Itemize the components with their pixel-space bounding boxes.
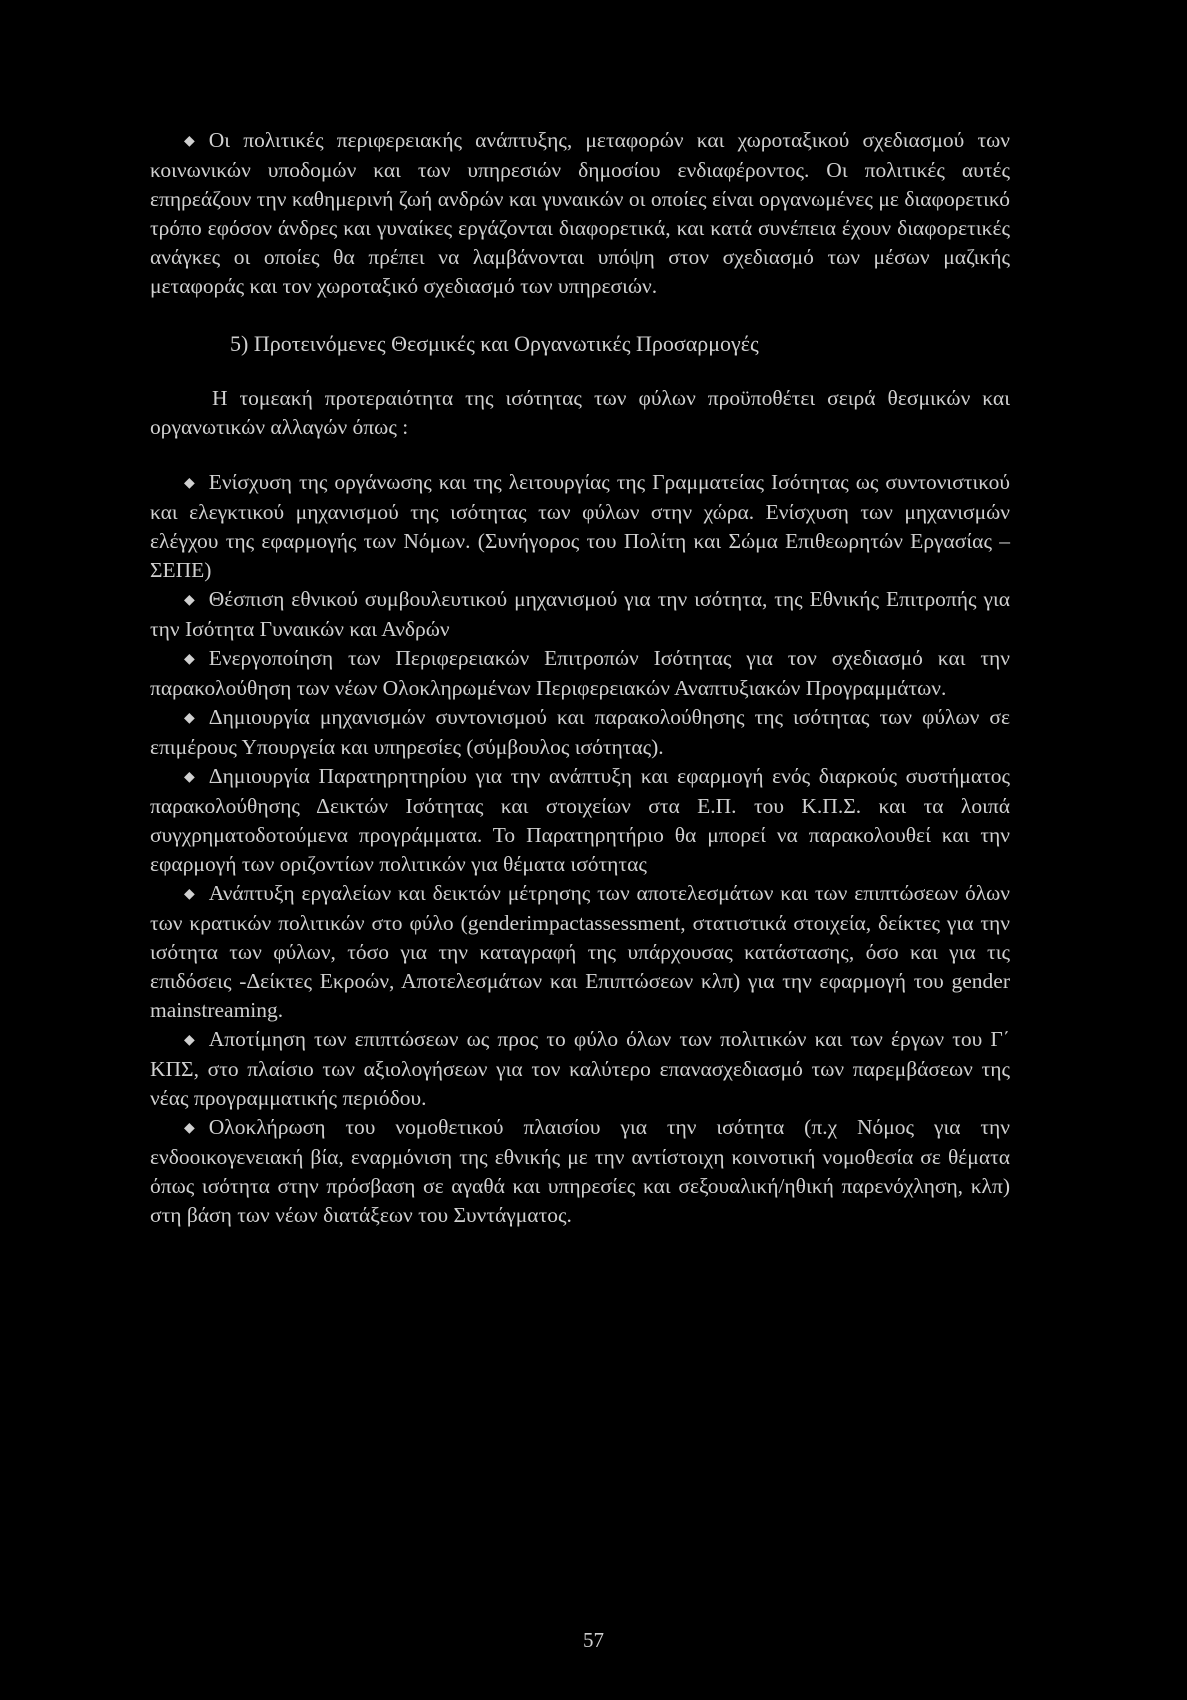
- list-item-text: Ανάπτυξη εργαλείων και δεικτών μέτρησης των αποτελεσμάτων και των επιπτώσεων όλων των κρατικών πολιτικών στο φύλο (genderimpactassessment, στατιστικά στοιχεία, δείκτες για την ισότητα των φύλων, τόσο για την καταγραφή της υπάρχουσας κατάστασης, όσο και για τις επιδόσεις -Δείκτες Εκροών, Αποτελεσμάτων και Επιπτώσεων κλπ) για την εφαρμογή του gender mainstreaming.: [150, 881, 1010, 1022]
- list-item-text: Ολοκλήρωση του νομοθετικού πλαισίου για την ισότητα (π.χ Νόμος για την ενδοοικογενειακή βία, εναρμόνιση της εθνικής με την αντίστοιχη κοινοτική νομοθεσία σε θέματα όπως ισότητα στην πρόσβαση σε αγαθά και υπηρεσίες και σεξουαλική/ηθική παρενόχληση, κλπ) στη βάση των νέων διατάξεων του Συντάγματος.: [150, 1115, 1010, 1227]
- diamond-bullet-icon: ◆: [184, 770, 195, 785]
- list-item: [150, 1025, 1010, 1113]
- diamond-bullet-icon: ◆: [184, 652, 195, 667]
- list-item: [150, 703, 1010, 762]
- list-item-text: Αποτίμηση των επιπτώσεων ως προς το φύλο όλων των πολιτικών και των έργων του Γ΄ ΚΠΣ, στο πλαίσιο των αξιολογήσεων για τον καλύτερο επανασχεδιασμό των παρεμβάσεων της νέας προγραμματικής περιόδου.: [150, 1027, 1010, 1110]
- diamond-bullet-icon: ◆: [184, 134, 195, 149]
- intro-paragraph: Η τομεακή προτεραιότητα της ισότητας των φύλων προϋποθέτει σειρά θεσμικών και οργανωτικών αλλαγών όπως :: [150, 386, 1010, 439]
- list-item-text: Δημιουργία μηχανισμών συντονισμού και παρακολούθησης της ισότητας των φύλων σε επιμέρους Υπουργεία και υπηρεσίες (σύμβουλος ισότητας).: [150, 705, 1010, 759]
- list-item: [150, 644, 1010, 703]
- list-item-text: Δημιουργία Παρατηρητηρίου για την ανάπτυξη και εφαρμογή ενός διαρκούς συστήματος παρακολούθησης Δεικτών Ισότητας και στοιχείων στα Ε.Π. του Κ.Π.Σ. και τα λοιπά συγχρηματοδοτούμενα προγράμματα. Το Παρατηρητήριο θα μπορεί να παρακολουθεί και την εφαρμογή των οριζοντίων πολιτικών για θέματα ισότητας: [150, 764, 1010, 876]
- diamond-bullet-icon: ◆: [184, 593, 195, 608]
- paragraph-text: Οι πολιτικές περιφερειακής ανάπτυξης, μεταφορών και χωροταξικού σχεδιασμού των κοινωνικών υποδομών και των υπηρεσιών δημοσίου ενδιαφέροντος. Οι πολιτικές αυτές επηρεάζουν την καθημερινή ζωή ανδρών και γυναικών οι οποίες είναι οργανωμένες με διαφορετικό τρόπο εφόσον άνδρες και γυναίκες εργάζονται διαφορετικά, και κατά συνέπεια έχουν διαφορετικές ανάγκες οι οποίες θα πρέπει να λαμβάνονται υπόψη στον σχεδιασμό των μέσων μαζικής μεταφοράς και τον χωροταξικό σχεδιασμό των υπηρεσιών.: [150, 128, 1010, 298]
- diamond-bullet-icon: ◆: [184, 1033, 195, 1048]
- paragraph-regional-policies: [150, 126, 1010, 301]
- section-heading: 5) Προτεινόμενες Θεσμικές και Οργανωτικές Προσαρμογές: [230, 331, 759, 356]
- diamond-bullet-icon: ◆: [184, 711, 195, 726]
- diamond-bullet-icon: ◆: [184, 476, 195, 491]
- diamond-bullet-icon: ◆: [184, 887, 195, 902]
- list-item-text: Θέσπιση εθνικού συμβουλευτικού μηχανισμού για την ισότητα, της Εθνικής Επιτροπής για την Ισότητα Γυναικών και Ανδρών: [150, 587, 1010, 641]
- page-number: 57: [583, 1628, 604, 1652]
- list-item: [150, 1113, 1010, 1230]
- list-item: [150, 762, 1010, 879]
- bullet-list: [150, 468, 1010, 1230]
- document-body: [150, 126, 1010, 1230]
- list-item-text: Ενεργοποίηση των Περιφερειακών Επιτροπών Ισότητας για τον σχεδιασμό και την παρακολούθηση των νέων Ολοκληρωμένων Περιφερειακών Αναπτυξιακών Προγραμμάτων.: [150, 646, 1010, 700]
- diamond-bullet-icon: ◆: [184, 1121, 195, 1136]
- list-item-text: Ενίσχυση της οργάνωσης και της λειτουργίας της Γραμματείας Ισότητας ως συντονιστικού και ελεγκτικού μηχανισμού της ισότητας των φύλων στην χώρα. Ενίσχυση των μηχανισμών ελέγχου της εφαρμογής των Νόμων. (Συνήγορος του Πολίτη και Σώμα Επιθεωρητών Εργασίας –ΣΕΠΕ): [150, 470, 1010, 582]
- list-item: [150, 585, 1010, 644]
- list-item: [150, 468, 1010, 585]
- list-item: [150, 879, 1010, 1025]
